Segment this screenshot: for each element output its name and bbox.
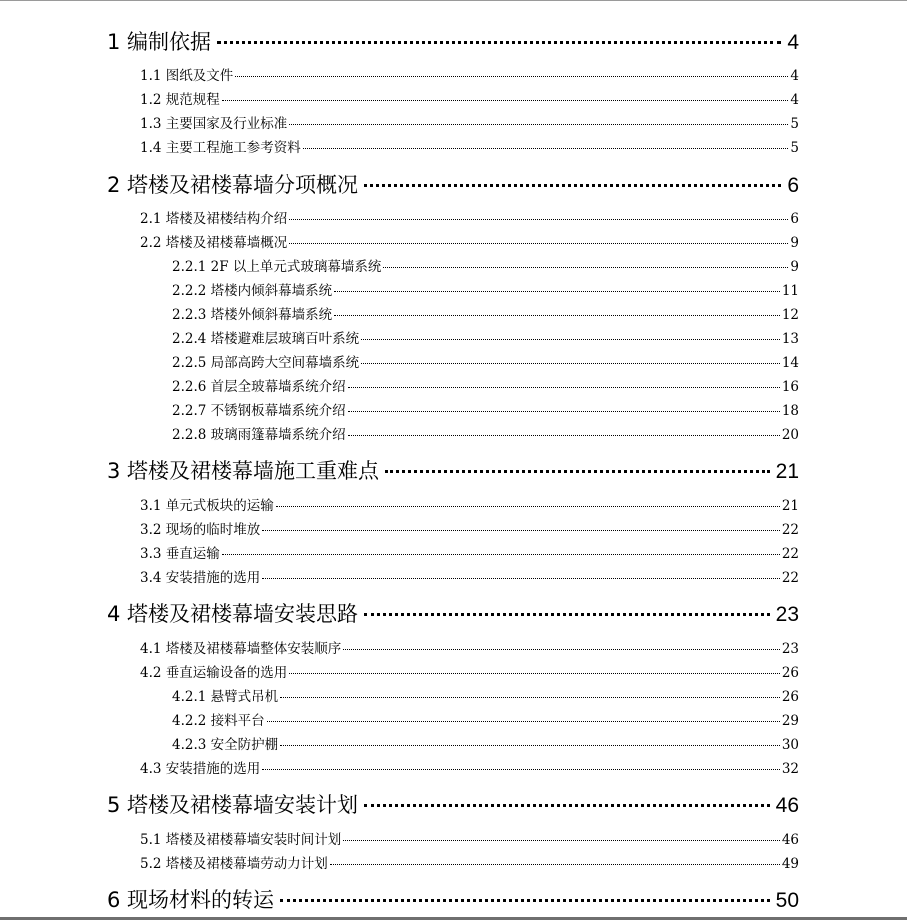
toc-entry-title: 4.2 垂直运输设备的选用 — [140, 665, 288, 681]
toc-entry-page: 6 — [787, 174, 799, 197]
toc-entry-title: 2.1 塔楼及裙楼结构介绍 — [140, 211, 288, 227]
toc-entry-subsection-2-2-6[interactable] — [172, 375, 799, 395]
dot-leader — [267, 721, 780, 722]
toc-entry-page: 32 — [781, 761, 799, 777]
dot-leader — [222, 100, 789, 101]
toc-entry-page: 26 — [781, 689, 799, 705]
toc-entry-title: 1.1 图纸及文件 — [140, 68, 234, 84]
toc-entry-subsection-2-2-3[interactable] — [172, 303, 799, 323]
dot-leader — [303, 148, 789, 149]
toc-entry-subsection-2-2-5[interactable] — [172, 351, 799, 371]
toc-entry-section-4-3[interactable] — [140, 757, 799, 777]
dot-leader — [289, 124, 788, 125]
toc-entry-subsection-2-2-2[interactable] — [172, 279, 799, 299]
dot-leader — [343, 840, 780, 841]
toc-entry-page: 13 — [781, 331, 799, 347]
dot-leader — [262, 530, 780, 531]
toc-entry-page: 22 — [781, 522, 799, 538]
toc-entry-page: 9 — [790, 259, 799, 275]
toc-entry-title: 1.4 主要工程施工参考资料 — [140, 140, 301, 156]
toc-entry-section-4-1[interactable] — [140, 637, 799, 657]
toc-entry-subsection-4-2-1[interactable] — [172, 685, 799, 705]
toc-entry-page: 21 — [781, 498, 799, 514]
dot-leader — [385, 470, 770, 473]
toc-entry-subsection-2-2-4[interactable] — [172, 327, 799, 347]
dot-leader — [348, 435, 780, 436]
toc-entry-page: 18 — [781, 403, 799, 419]
toc-entry-title: 1.3 主要国家及行业标准 — [140, 116, 288, 132]
toc-entry-title: 2.2.5 局部高跨大空间幕墙系统 — [172, 355, 360, 371]
toc-entry-subsection-4-2-2[interactable] — [172, 709, 799, 729]
toc-entry-section-2-1[interactable] — [140, 207, 799, 227]
toc-entry-chapter-3[interactable] — [107, 455, 799, 485]
toc-entry-section-2-2[interactable] — [140, 231, 799, 251]
toc-entry-chapter-2[interactable] — [107, 169, 799, 199]
toc-entry-title: 4.3 安装措施的选用 — [140, 761, 261, 777]
dot-leader — [280, 697, 780, 698]
toc-entry-title: 2.2.8 玻璃雨篷幕墙系统介绍 — [172, 427, 346, 443]
toc-entry-title: 5.1 塔楼及裙楼幕墙安装时间计划 — [140, 832, 342, 848]
dot-leader — [348, 387, 780, 388]
dot-leader — [364, 804, 770, 807]
toc-entry-page: 46 — [781, 832, 799, 848]
toc-entry-page: 4 — [790, 92, 799, 108]
toc-entry-subsection-2-2-1[interactable] — [172, 255, 799, 275]
toc-entry-page: 12 — [781, 307, 799, 323]
toc-entry-title: 4.2.3 安全防护棚 — [172, 737, 279, 753]
dot-leader — [280, 899, 770, 902]
toc-entry-title: 3 塔楼及裙楼幕墙施工重难点 — [107, 459, 380, 483]
toc-entry-subsection-2-2-7[interactable] — [172, 399, 799, 419]
dot-leader — [276, 506, 780, 507]
toc-entry-section-5-2[interactable] — [140, 852, 799, 872]
dot-leader — [330, 864, 780, 865]
toc-entry-chapter-5[interactable] — [107, 789, 799, 819]
dot-leader — [334, 291, 780, 292]
toc-entry-page: 20 — [781, 427, 799, 443]
toc-entry-title: 4 塔楼及裙楼幕墙安装思路 — [107, 602, 359, 626]
dot-leader — [364, 184, 781, 187]
toc-entry-title: 4.2.2 接料平台 — [172, 713, 265, 729]
dot-leader — [262, 578, 780, 579]
toc-entry-section-3-3[interactable] — [140, 542, 799, 562]
toc-entry-section-3-4[interactable] — [140, 566, 799, 586]
toc-entry-subsection-4-2-3[interactable] — [172, 733, 799, 753]
dot-leader — [343, 649, 780, 650]
toc-entry-page: 4 — [790, 68, 799, 84]
dot-leader — [235, 76, 788, 77]
toc-entry-page: 29 — [781, 713, 799, 729]
toc-entry-section-1-1[interactable] — [140, 64, 799, 84]
toc-entry-section-1-2[interactable] — [140, 88, 799, 108]
dot-leader — [383, 267, 788, 268]
toc-entry-page: 49 — [781, 856, 799, 872]
toc-entry-title: 2.2.1 2F 以上单元式玻璃幕墙系统 — [172, 259, 382, 275]
dot-leader — [361, 363, 780, 364]
toc-entry-title: 5.2 塔楼及裙楼幕墙劳动力计划 — [140, 856, 328, 872]
toc-entry-page: 50 — [775, 889, 799, 912]
toc-entry-title: 2.2 塔楼及裙楼幕墙概况 — [140, 235, 288, 251]
toc-entry-title: 3.4 安装措施的选用 — [140, 570, 261, 586]
toc-entry-title: 1 编制依据 — [107, 30, 212, 54]
toc-entry-title: 5 塔楼及裙楼幕墙安装计划 — [107, 793, 359, 817]
toc-entry-title: 3.2 现场的临时堆放 — [140, 522, 261, 538]
toc-entry-page: 11 — [781, 283, 799, 299]
toc-entry-title: 6 现场材料的转运 — [107, 888, 275, 912]
toc-entry-title: 2.2.2 塔楼内倾斜幕墙系统 — [172, 283, 333, 299]
toc-entry-page: 5 — [790, 140, 799, 156]
toc-entry-page: 21 — [775, 460, 799, 483]
toc-entry-page: 5 — [790, 116, 799, 132]
dot-leader — [361, 339, 780, 340]
dot-leader — [280, 745, 780, 746]
toc-entry-page: 4 — [787, 31, 799, 54]
toc-entry-page: 16 — [781, 379, 799, 395]
toc-entry-chapter-1[interactable] — [107, 26, 799, 56]
toc-entry-title: 1.2 规范规程 — [140, 92, 220, 108]
dot-leader — [289, 673, 780, 674]
toc-entry-page: 30 — [781, 737, 799, 753]
dot-leader — [222, 554, 780, 555]
toc-entry-subsection-2-2-8[interactable] — [172, 423, 799, 443]
toc-entry-title: 2.2.6 首层全玻幕墙系统介绍 — [172, 379, 346, 395]
dot-leader — [334, 315, 780, 316]
toc-entry-chapter-6[interactable] — [107, 884, 799, 914]
toc-entry-page: 23 — [781, 641, 799, 657]
dot-leader — [348, 411, 780, 412]
toc-entry-title: 2 塔楼及裙楼幕墙分项概况 — [107, 173, 359, 197]
toc-entry-section-3-2[interactable] — [140, 518, 799, 538]
toc-entry-page: 22 — [781, 546, 799, 562]
toc-entry-page: 46 — [775, 794, 799, 817]
toc-entry-title: 2.2.4 塔楼避难层玻璃百叶系统 — [172, 331, 360, 347]
toc-entry-title: 2.2.3 塔楼外倾斜幕墙系统 — [172, 307, 333, 323]
dot-leader — [289, 219, 788, 220]
dot-leader — [217, 41, 781, 44]
toc-entry-page: 26 — [781, 665, 799, 681]
toc-entry-chapter-4[interactable] — [107, 598, 799, 628]
toc-entry-title: 4.2.1 悬臂式吊机 — [172, 689, 279, 705]
dot-leader — [262, 769, 780, 770]
toc-entry-page: 9 — [790, 235, 799, 251]
toc-entry-page: 14 — [781, 355, 799, 371]
toc-entry-section-1-3[interactable] — [140, 112, 799, 132]
toc-entry-title: 3.3 垂直运输 — [140, 546, 220, 562]
dot-leader — [289, 243, 788, 244]
toc-entry-page: 6 — [790, 211, 799, 227]
toc-entry-section-4-2[interactable] — [140, 661, 799, 681]
toc-entry-title: 4.1 塔楼及裙楼幕墙整体安装顺序 — [140, 641, 342, 657]
toc-entry-title: 3.1 单元式板块的运输 — [140, 498, 274, 514]
toc-entry-page: 22 — [781, 570, 799, 586]
dot-leader — [364, 613, 770, 616]
toc-entry-title: 2.2.7 不锈钢板幕墙系统介绍 — [172, 403, 346, 419]
toc-entry-section-3-1[interactable] — [140, 494, 799, 514]
toc-entry-section-1-4[interactable] — [140, 136, 799, 156]
toc-entry-page: 23 — [775, 603, 799, 626]
toc-entry-section-5-1[interactable] — [140, 828, 799, 848]
